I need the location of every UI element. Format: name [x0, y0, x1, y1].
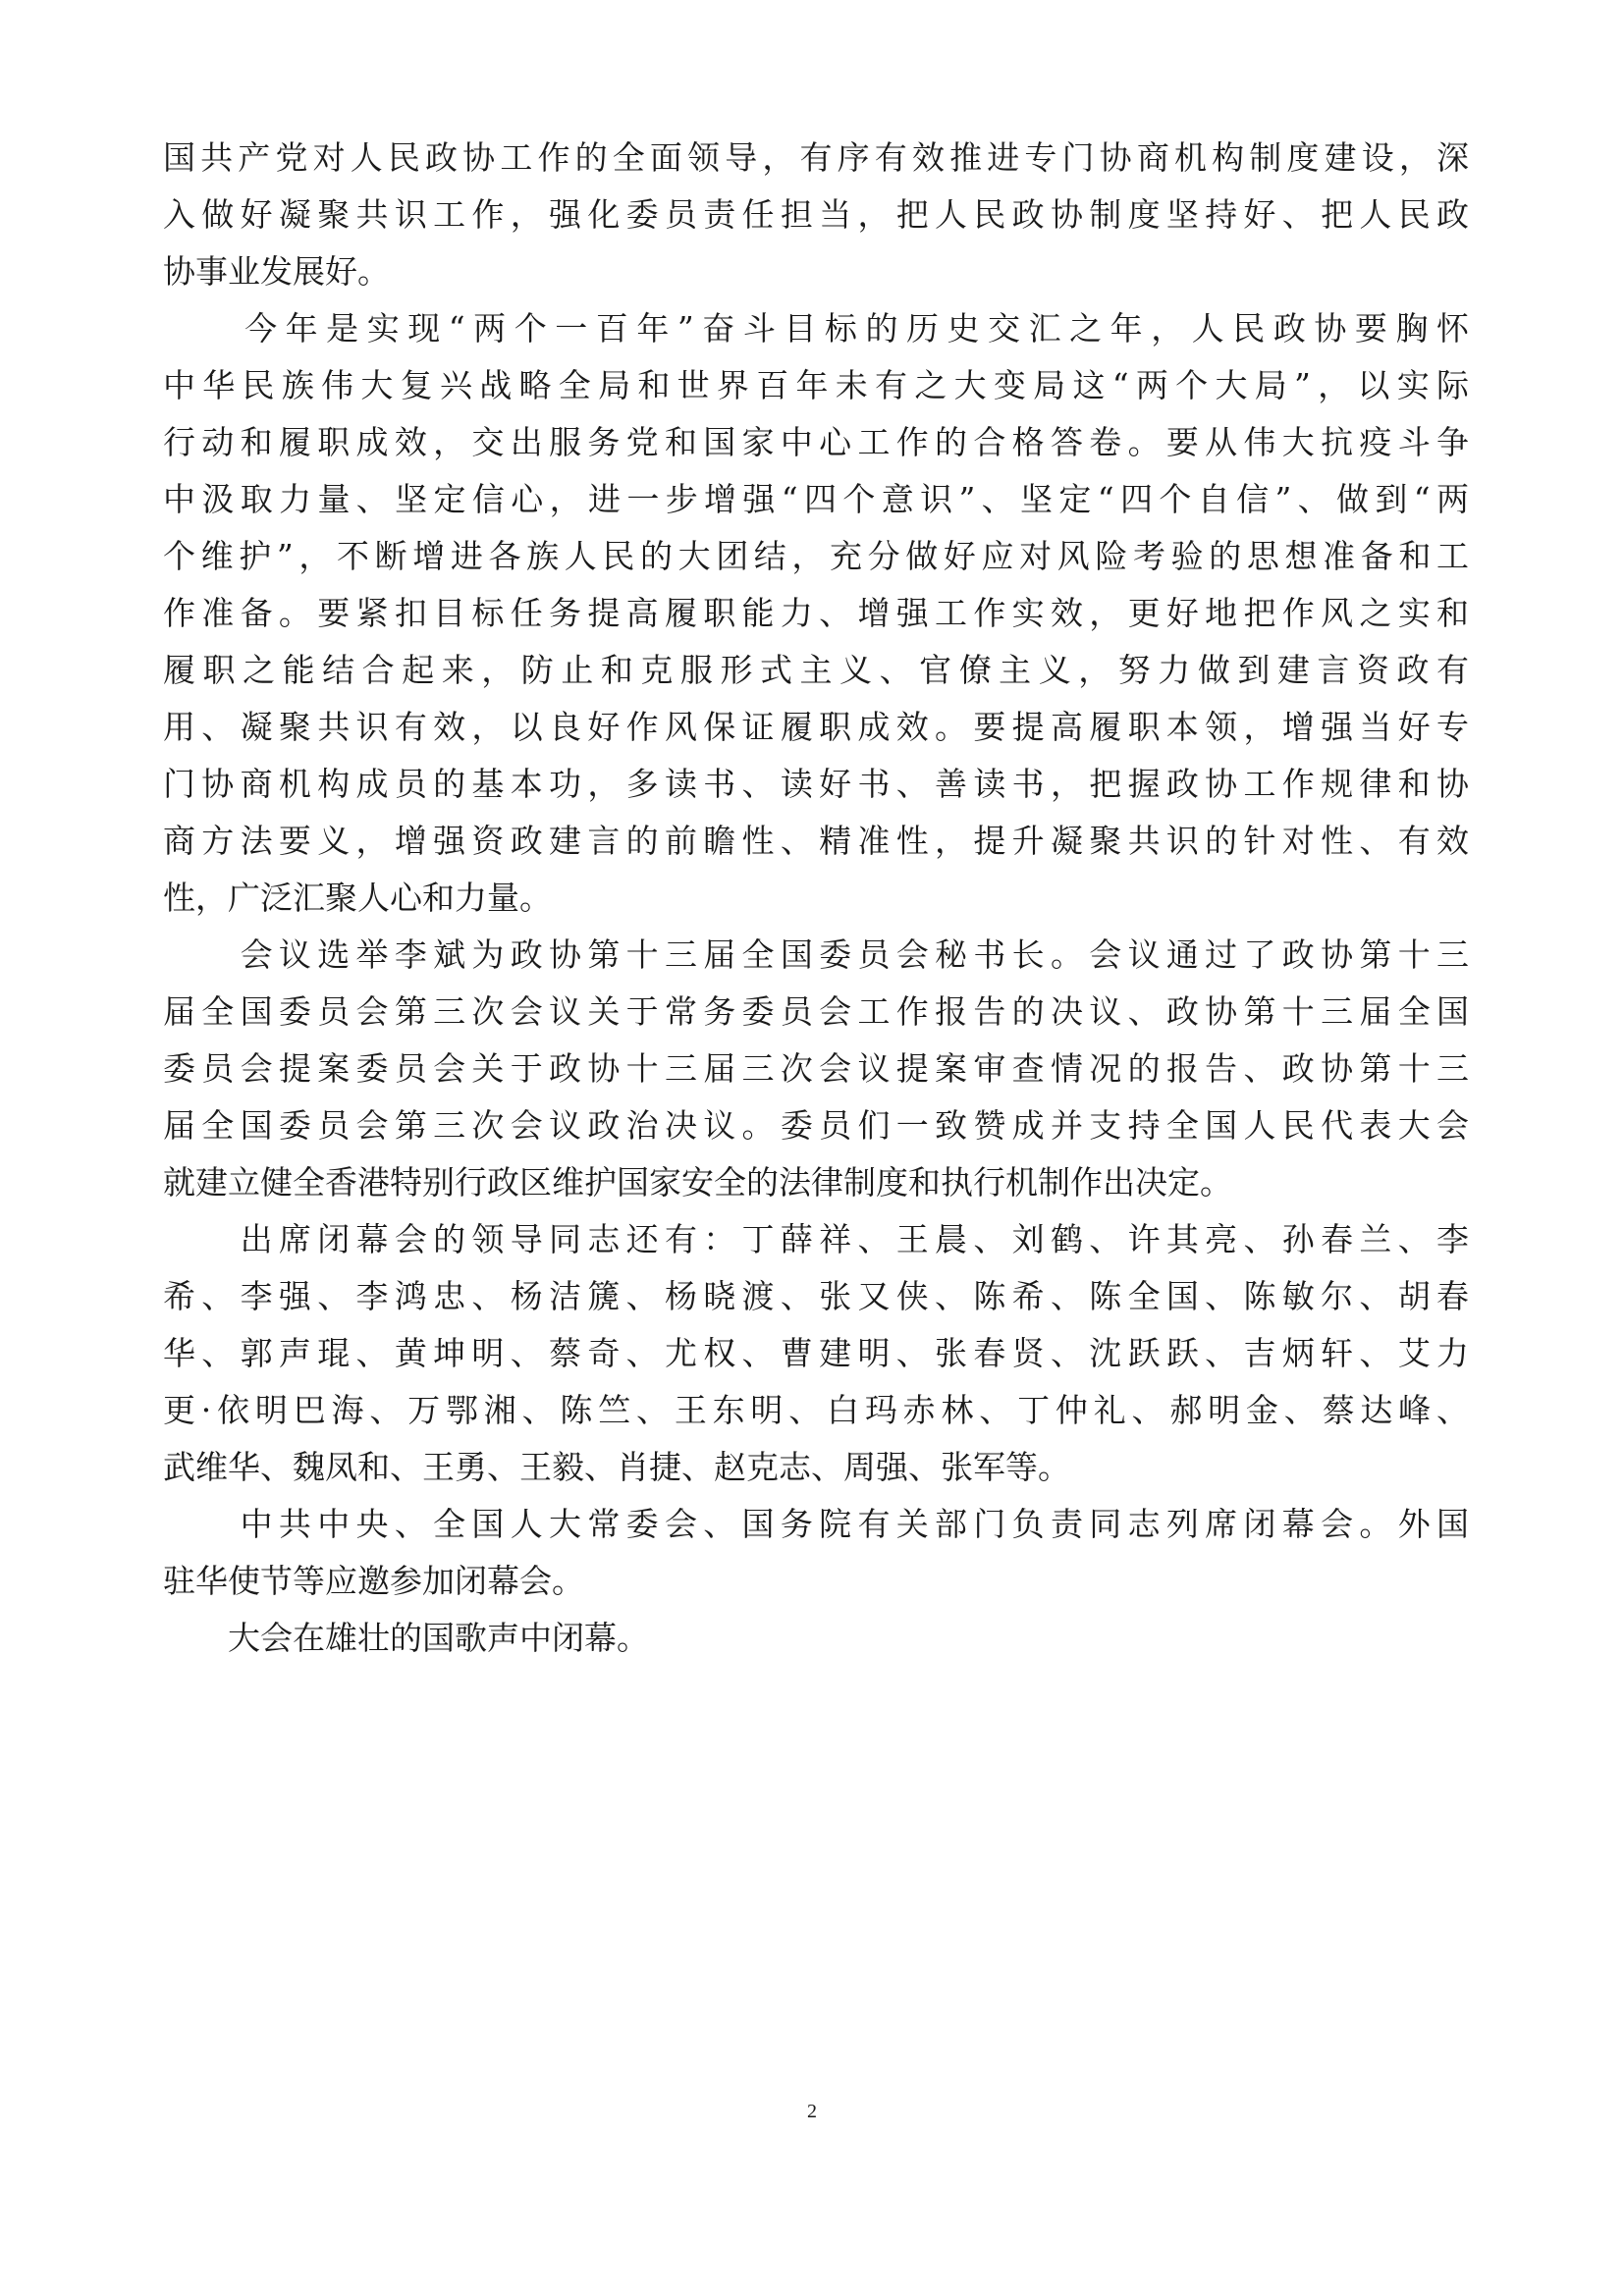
text-line: 中共中央、全国人大常委会、国务院有关部门负责同志列席闭幕会。外国 — [163, 1505, 1469, 1543]
text-line: 国共产党对人民政协工作的全面领导，有序有效推进专门协商机构制度建设，深 — [163, 138, 1469, 177]
text-line: 用、凝聚共识有效，以良好作风保证履职成效。要提高履职本领，增强当好专 — [163, 708, 1469, 746]
text-line: 更·依明巴海、万鄂湘、陈竺、王东明、白玛赤林、丁仲礼、郝明金、蔡达峰、 — [163, 1391, 1469, 1429]
page-number: 2 — [807, 2101, 817, 2122]
text-line: 中汲取力量、坚定信心，进一步增强“四个意识”、坚定“四个自信”、做到“两 — [163, 480, 1469, 518]
text-line: 就建立健全香港特别行政区维护国家安全的法律制度和执行机制作出决定。 — [163, 1163, 1232, 1201]
text-line: 驻华使节等应邀参加闭幕会。 — [163, 1562, 584, 1600]
text-line: 作准备。要紧扣目标任务提高履职能力、增强工作实效，更好地把作风之实和 — [163, 594, 1469, 632]
text-line: 协事业发展好。 — [163, 252, 390, 291]
text-line: 今年是实现“两个一百年”奋斗目标的历史交汇之年，人民政协要胸怀 — [163, 309, 1469, 347]
text-line: 出席闭幕会的领导同志还有：丁薛祥、王晨、刘鹤、许其亮、孙春兰、李 — [163, 1220, 1469, 1258]
text-line: 中华民族伟大复兴战略全局和世界百年未有之大变局这“两个大局”，以实际 — [163, 366, 1469, 404]
text-line: 履职之能结合起来，防止和克服形式主义、官僚主义，努力做到建言资政有 — [163, 651, 1469, 689]
text-line: 入做好凝聚共识工作，强化委员责任担当，把人民政协制度坚持好、把人民政 — [163, 195, 1469, 234]
text-line: 届全国委员会第三次会议关于常务委员会工作报告的决议、政协第十三届全国 — [163, 992, 1469, 1031]
document-body — [163, 130, 1469, 1667]
text-line: 届全国委员会第三次会议政治决议。委员们一致赞成并支持全国人民代表大会 — [163, 1106, 1469, 1145]
text-line: 行动和履职成效，交出服务党和国家中心工作的合格答卷。要从伟大抗疫斗争 — [163, 423, 1469, 461]
text-line: 商方法要义，增强资政建言的前瞻性、精准性，提升凝聚共识的针对性、有效 — [163, 822, 1469, 860]
text-line: 武维华、魏凤和、王勇、王毅、肖捷、赵克志、周强、张军等。 — [163, 1448, 1070, 1486]
text-line: 委员会提案委员会关于政协十三届三次会议提案审查情况的报告、政协第十三 — [163, 1049, 1469, 1088]
text-line: 会议选举李斌为政协第十三届全国委员会秘书长。会议通过了政协第十三 — [163, 935, 1469, 974]
text-line: 大会在雄壮的国歌声中闭幕。 — [163, 1619, 649, 1657]
text-line: 华、郭声琨、黄坤明、蔡奇、尤权、曹建明、张春贤、沈跃跃、吉炳轩、艾力 — [163, 1334, 1469, 1372]
text-line: 希、李强、李鸿忠、杨洁篪、杨晓渡、张又侠、陈希、陈全国、陈敏尔、胡春 — [163, 1277, 1469, 1315]
text-line: 门协商机构成员的基本功，多读书、读好书、善读书，把握政协工作规律和协 — [163, 765, 1469, 803]
text-line: 个维护”，不断增进各族人民的大团结，充分做好应对风险考验的思想准备和工 — [163, 537, 1469, 575]
text-line: 性，广泛汇聚人心和力量。 — [163, 879, 552, 917]
